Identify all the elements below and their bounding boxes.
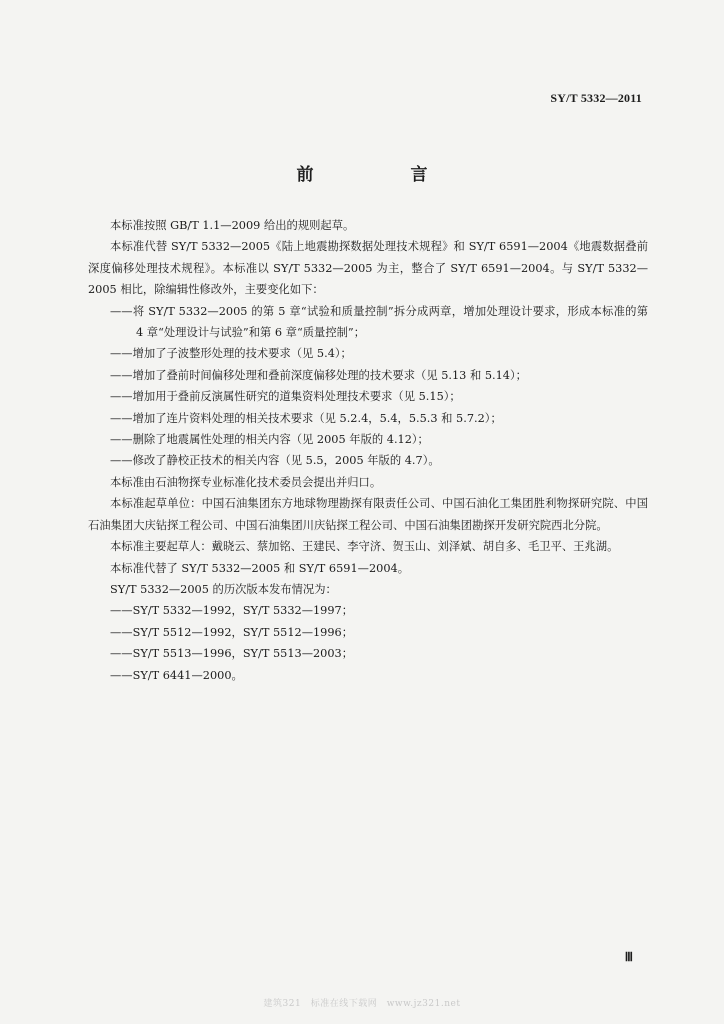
change-item: ——增加了叠前时间偏移处理和叠前深度偏移处理的技术要求（见 5.13 和 5.14）； bbox=[110, 368, 527, 382]
change-item: ——删除了地震属性处理的相关内容（见 2005 年版的 4.12）； bbox=[110, 433, 429, 447]
paragraph-replacement: 本标准代替 SY/T 5332—2005《陆上地震勘探数据处理技术规程》和 SY/T 6591—2004《地震数据叠前深度偏移处理技术规程》。本标准以 SY/T 5332—2005 为主，整合了 SY/T 6591—2004。与 SY/T 5332—2005 相比，除编辑性修改外，主要变化如下： bbox=[88, 240, 648, 297]
history-item: ——SY/T 5513—1996，SY/T 5513—2003； bbox=[110, 647, 354, 661]
standard-code: SY/T 5332—2011 bbox=[550, 91, 642, 105]
change-item: ——增加用于叠前反演属性研究的道集资料处理技术要求（见 5.15）； bbox=[110, 390, 461, 404]
history-item: ——SY/T 5512—1992，SY/T 5512—1996； bbox=[110, 625, 354, 639]
paragraph-history-intro: SY/T 5332—2005 的历次版本发布情况为： bbox=[110, 582, 337, 596]
change-item: ——增加了子波整形处理的技术要求（见 5.4）； bbox=[110, 347, 352, 361]
paragraph-drafters: 本标准主要起草人：戴晓云、蔡加铭、王建民、李守济、贺玉山、刘泽斌、胡自多、毛卫平、王兆湖。 bbox=[110, 540, 619, 554]
page-number: Ⅲ bbox=[624, 950, 632, 964]
paragraph-proposer: 本标准由石油物探专业标准化技术委员会提出并归口。 bbox=[110, 475, 382, 489]
change-item: ——将 SY/T 5332—2005 的第 5 章“试验和质量控制”拆分成两章，增加处理设计要求，形成本标准的第 4 章“处理设计与试验”和第 6 章“质量控制”； bbox=[110, 304, 648, 340]
change-item: ——增加了连片资料处理的相关技术要求（见 5.2.4，5.4，5.5.3 和 5.7.2）； bbox=[110, 411, 502, 425]
paragraph-drafting-units: 本标准起草单位：中国石油集团东方地球物理勘探有限责任公司、中国石油化工集团胜利物探研究院、中国石油集团大庆钻探工程公司、中国石油集团川庆钻探工程公司、中国石油集团勘探开发研究院西北分院。 bbox=[88, 497, 648, 532]
watermark: 建筑321 标准在线下载网 www.jz321.net bbox=[263, 999, 461, 1009]
paragraph-supersedes: 本标准代替了 SY/T 5332—2005 和 SY/T 6591—2004。 bbox=[110, 561, 409, 575]
section-title: 前 言 bbox=[296, 165, 468, 185]
history-item: ——SY/T 6441—2000。 bbox=[110, 668, 243, 682]
change-item: ——修改了静校正技术的相关内容（见 5.5，2005 年版的 4.7）。 bbox=[110, 454, 440, 468]
paragraph-drafting-rules: 本标准按照 GB/T 1.1—2009 给出的规则起草。 bbox=[110, 219, 355, 232]
foreword-body bbox=[88, 215, 648, 686]
history-item: ——SY/T 5332—1992，SY/T 5332—1997； bbox=[110, 604, 354, 618]
